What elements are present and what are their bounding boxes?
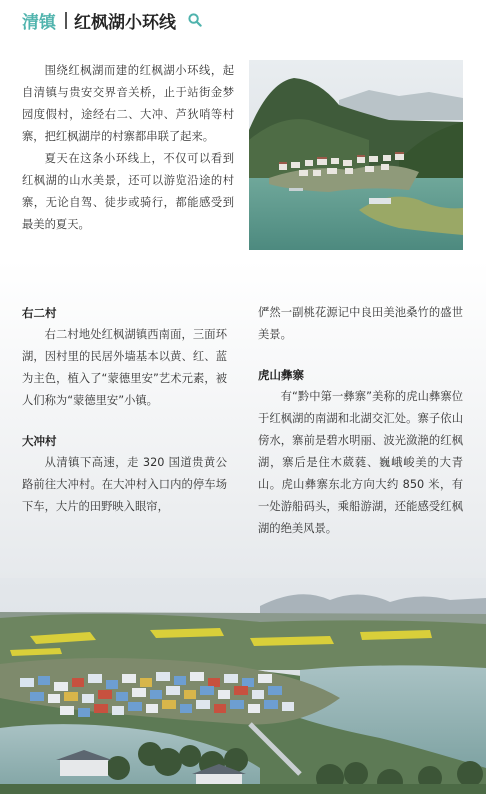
search-icon[interactable] (188, 13, 202, 27)
intro-paragraph-1: 围绕红枫湖而建的红枫湖小环线，起自清镇与贵安交界音关桥，止于站街金梦园度假村，途经右二、大冲、芦狄哨等村寨，把红枫湖岸的村寨都串联了起来。 (22, 64, 234, 143)
section-title-hushan: 虎山彝寨 (258, 368, 304, 382)
section-title-dachong: 大冲村 (22, 434, 57, 448)
header-divider (65, 12, 67, 29)
section-title-youer: 右二村 (22, 306, 57, 320)
lake-village-photo (249, 60, 463, 250)
section-text-dachong: 从清镇下高速，走 320 国道贵黄公路前往大冲村。在大冲村入口内的停车场下车，大片的田野映入眼帘， (22, 456, 227, 513)
intro-paragraph-2: 夏天在这条小环线上，不仅可以看到红枫湖的山水美景，还可以游览沿途的村寨，无论自驾、徒步或骑行，都能感受到最美的夏天。 (22, 152, 234, 231)
section-text-hushan: 有“黔中第一彝寨”美称的虎山彝寨位于红枫湖的南湖和北湖交汇处。寨子依山傍水，寨前是碧水明丽、波光潋滟的红枫湖，寨后是住木葳蕤、巍峨峻美的大青山。虎山彝寨东北方向大约 850 米，有一处游船码头，乘船游湖，还能感受红枫湖的绝美风景。 (258, 390, 463, 535)
right-column (258, 302, 463, 540)
page-header (22, 8, 202, 32)
panorama-photo (0, 578, 486, 794)
section-text-youer: 右二村地处红枫湖镇西南面，三面环湖，因村里的民居外墙基本以黄、红、蓝为主色，植入了“蒙德里安”艺术元素，被人们称为“蒙德里安”小镇。 (22, 328, 227, 407)
section-text-dachong-continued: 俨然一副桃花源记中良田美池桑竹的盛世美景。 (258, 306, 463, 341)
intro-text (22, 60, 234, 236)
left-column (22, 302, 227, 518)
page-title: 红枫湖小环线 (74, 12, 176, 33)
district-label: 清镇 (22, 12, 56, 33)
